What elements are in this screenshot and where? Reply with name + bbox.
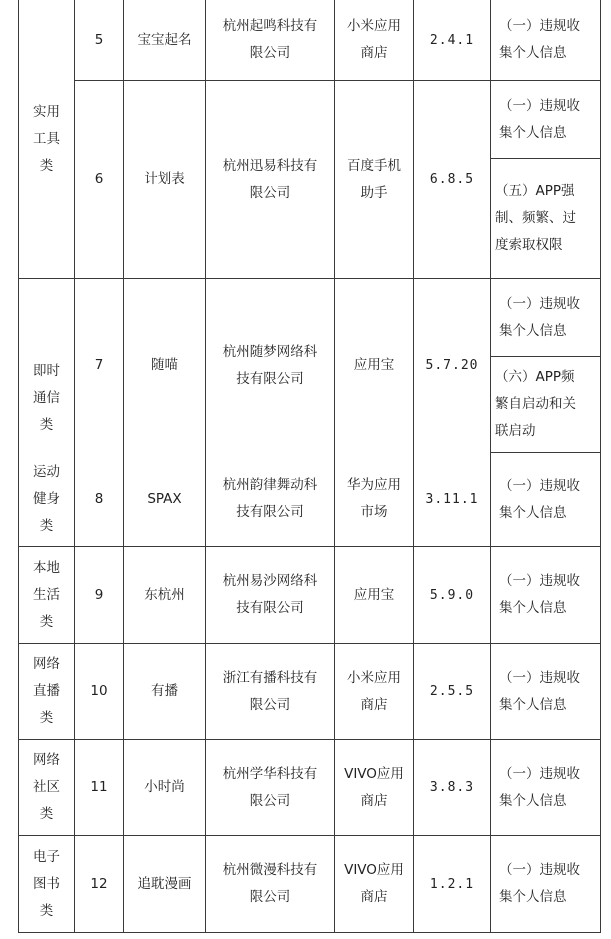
- store-cell: 华为应用 市场: [335, 453, 414, 547]
- table-row: [19, 740, 601, 836]
- version-cell: 5.9.0: [414, 547, 491, 644]
- issue-cell: （一）违规收 集个人信息: [491, 836, 601, 933]
- category-cell: 运动 健身 类: [19, 453, 75, 547]
- store-cell: 小米应用 商店: [335, 644, 414, 740]
- issue-cell: （一）违规收 集个人信息: [491, 644, 601, 740]
- version-cell: 3.8.3: [414, 740, 491, 836]
- version-cell: 5.7.20: [414, 279, 491, 453]
- issue-cell: （一）违规收 集个人信息: [491, 81, 601, 159]
- category-cell: 本地 生活 类: [19, 547, 75, 644]
- app-name-cell: 有播: [124, 644, 206, 740]
- store-cell: 应用宝: [335, 279, 414, 453]
- app-name-cell: 随喵: [124, 279, 206, 453]
- number-cell: 8: [75, 453, 124, 547]
- store-cell: 小米应用 商店: [335, 0, 414, 81]
- issue-cell: （一）违规收 集个人信息: [491, 453, 601, 547]
- table-row: [19, 81, 601, 159]
- store-cell: VIVO应用 商店: [335, 836, 414, 933]
- company-cell: 杭州易沙网络科 技有限公司: [206, 547, 335, 644]
- company-cell: 杭州韵律舞动科 技有限公司: [206, 453, 335, 547]
- app-name-cell: 追耽漫画: [124, 836, 206, 933]
- version-cell: 2.5.5: [414, 644, 491, 740]
- company-cell: 杭州迅易科技有 限公司: [206, 81, 335, 279]
- version-cell: 3.11.1: [414, 453, 491, 547]
- issue-cell: （一）违规收 集个人信息: [491, 279, 601, 357]
- number-cell: 11: [75, 740, 124, 836]
- company-cell: 杭州起鸣科技有 限公司: [206, 0, 335, 81]
- company-cell: 杭州微漫科技有 限公司: [206, 836, 335, 933]
- version-cell: 6.8.5: [414, 81, 491, 279]
- table-row: [19, 836, 601, 933]
- category-cell: 实用 工具 类: [19, 0, 75, 279]
- category-cell: 网络 社区 类: [19, 740, 75, 836]
- app-name-cell: 东杭州: [124, 547, 206, 644]
- app-name-cell: 宝宝起名: [124, 0, 206, 81]
- number-cell: 12: [75, 836, 124, 933]
- category-cell: 网络 直播 类: [19, 644, 75, 740]
- version-cell: 2.4.1: [414, 0, 491, 81]
- store-cell: 百度手机 助手: [335, 81, 414, 279]
- app-name-cell: SPAX: [124, 453, 206, 547]
- category-cell: 即时 通信 类: [19, 279, 75, 453]
- version-cell: 1.2.1: [414, 836, 491, 933]
- number-cell: 5: [75, 0, 124, 81]
- issue-cell: （一）违规收 集个人信息: [491, 0, 601, 81]
- issue-cell: （一）违规收 集个人信息: [491, 547, 601, 644]
- table-row: [19, 453, 601, 547]
- app-name-cell: 计划表: [124, 81, 206, 279]
- company-cell: 杭州随梦网络科 技有限公司: [206, 279, 335, 453]
- number-cell: 10: [75, 644, 124, 740]
- app-violation-table: [18, 0, 601, 933]
- issue-cell: （一）违规收 集个人信息: [491, 740, 601, 836]
- store-cell: 应用宝: [335, 547, 414, 644]
- number-cell: 6: [75, 81, 124, 279]
- store-cell: VIVO应用 商店: [335, 740, 414, 836]
- table-row: [19, 644, 601, 740]
- issue-cell: （五）APP强 制、频繁、过 度索取权限: [491, 159, 601, 279]
- category-cell: 电子 图书 类: [19, 836, 75, 933]
- company-cell: 杭州学华科技有 限公司: [206, 740, 335, 836]
- issue-cell: （六）APP频 繁自启动和关 联启动: [491, 357, 601, 453]
- table-row: [19, 547, 601, 644]
- number-cell: 9: [75, 547, 124, 644]
- table-row: [19, 0, 601, 81]
- company-cell: 浙江有播科技有 限公司: [206, 644, 335, 740]
- table-row: [19, 279, 601, 357]
- number-cell: 7: [75, 279, 124, 453]
- app-name-cell: 小时尚: [124, 740, 206, 836]
